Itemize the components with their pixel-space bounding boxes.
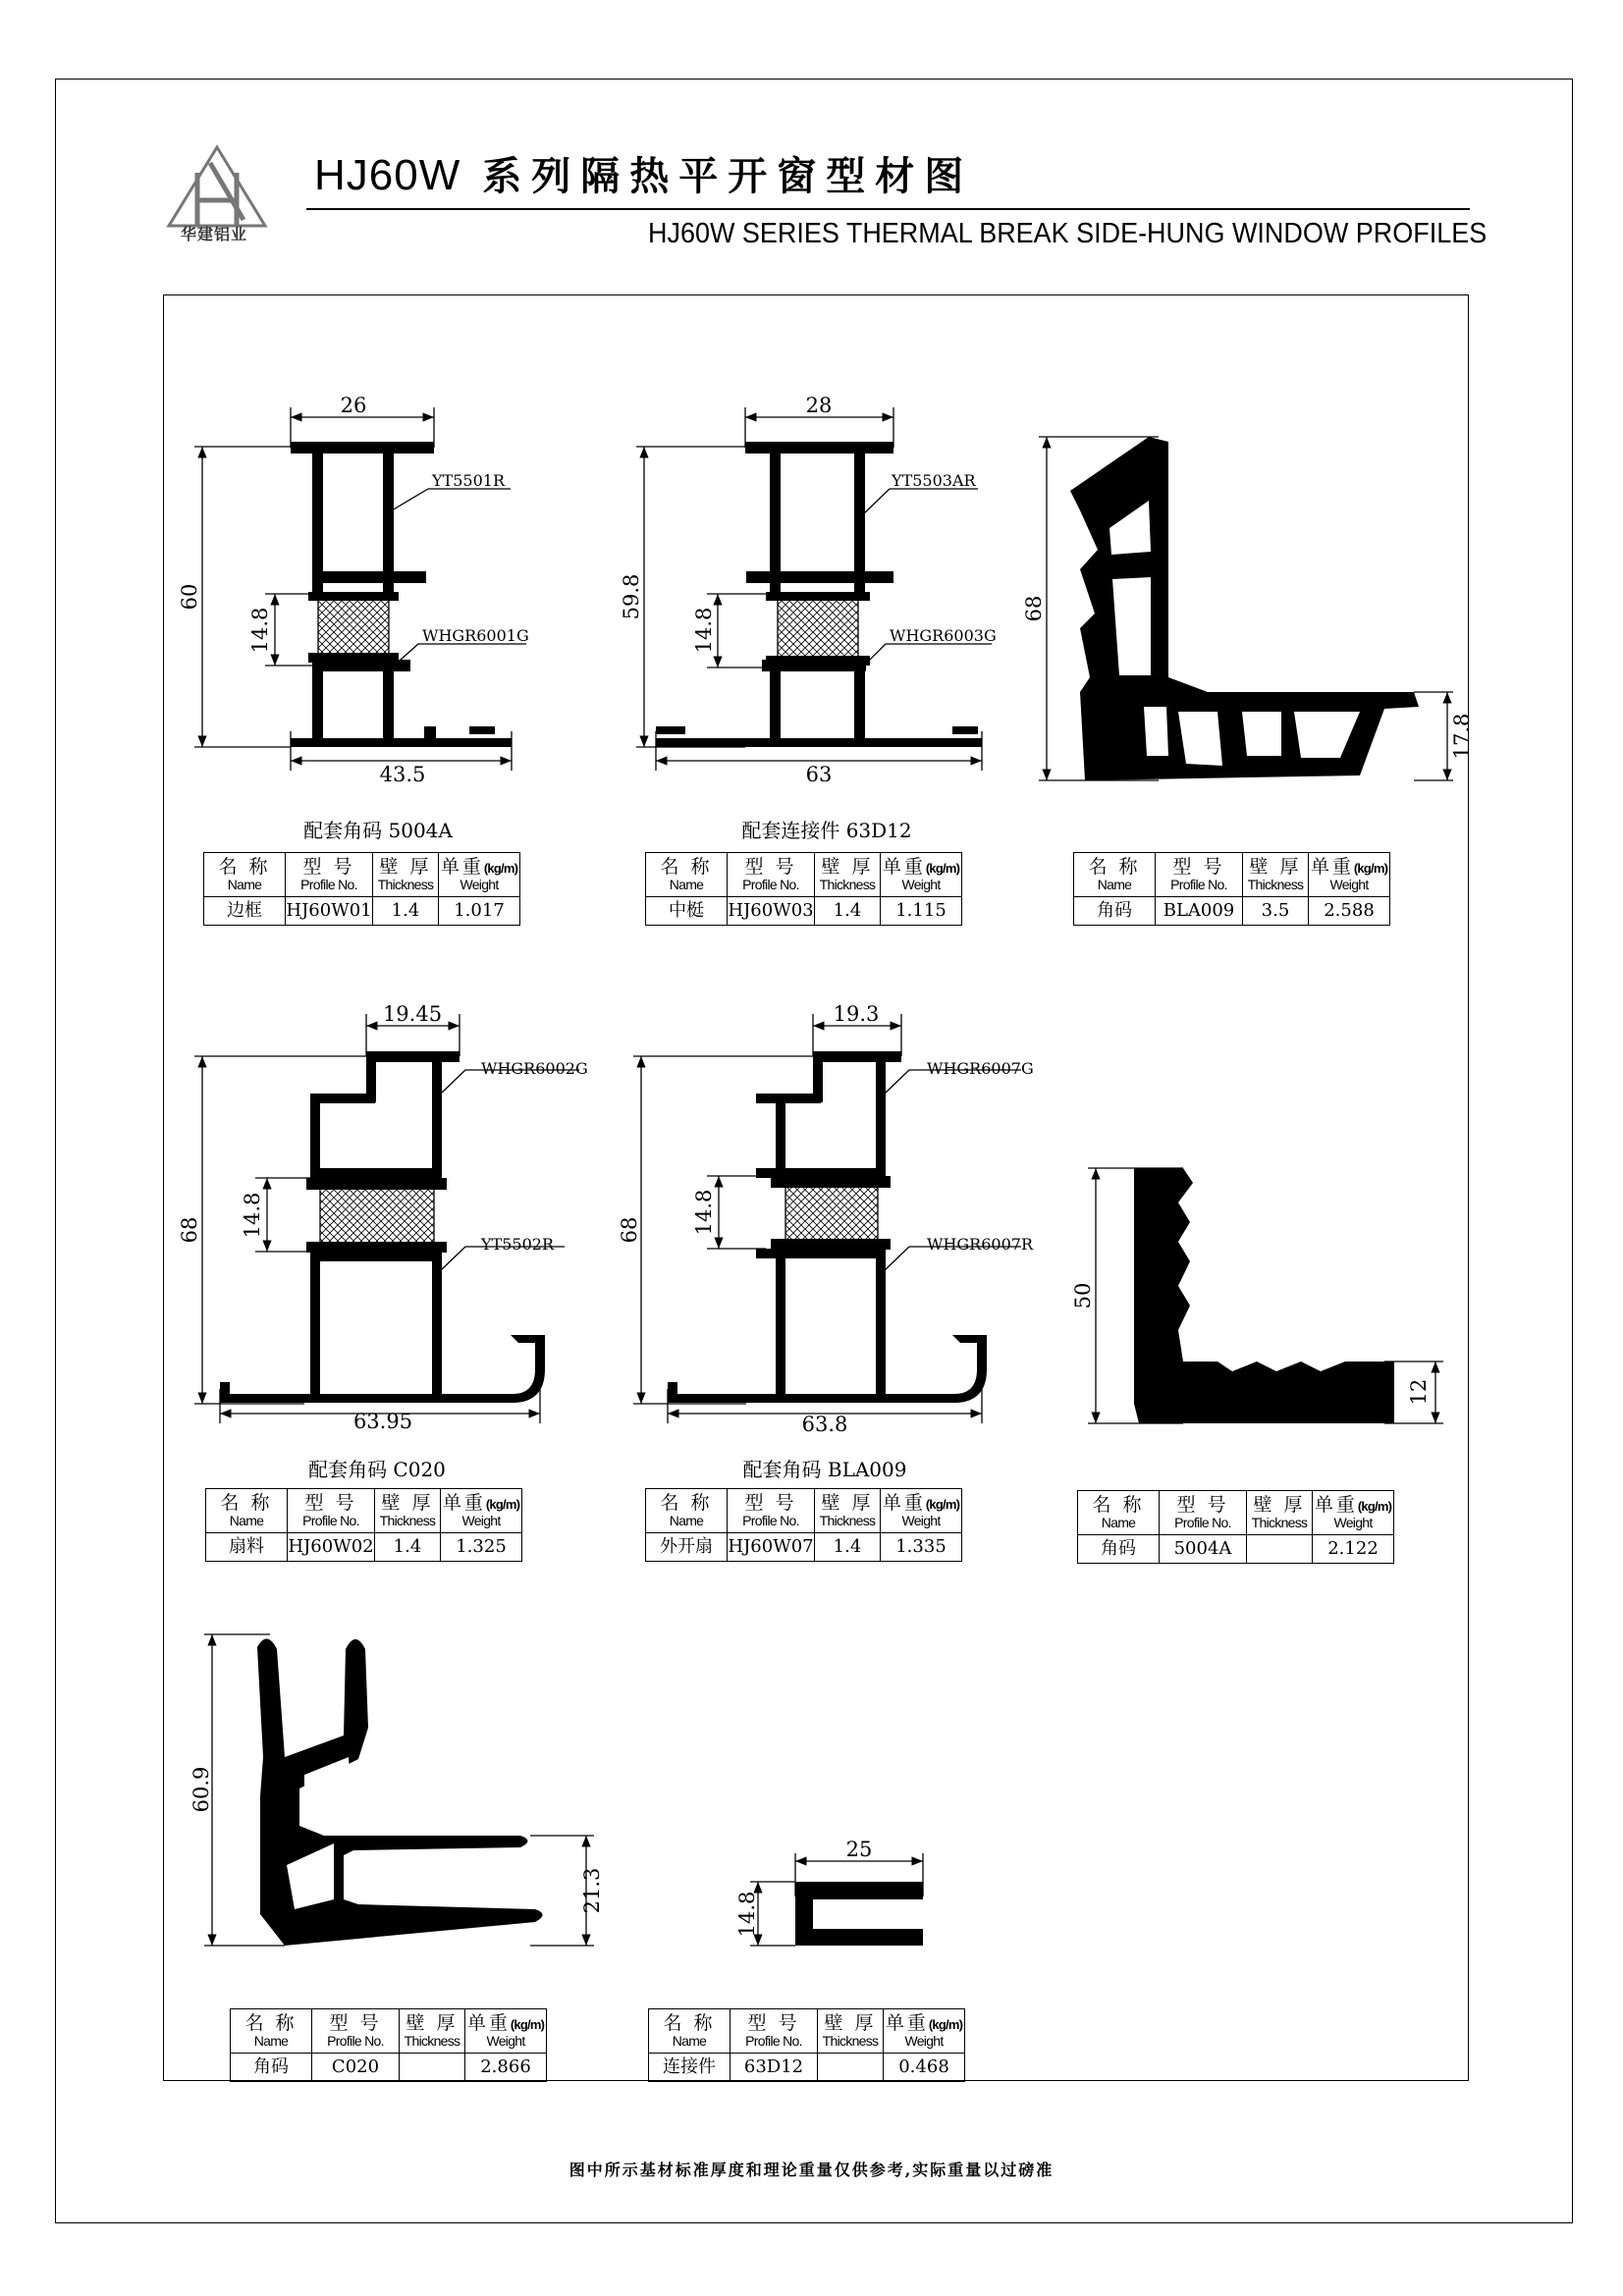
label-text	[1309, 855, 1389, 878]
thickness-cell	[1247, 1535, 1313, 1564]
label-text: Weight	[461, 1512, 501, 1528]
part-yt5501r: YT5501R	[432, 471, 505, 490]
label-text	[881, 855, 961, 878]
label-text: Thickness	[822, 2032, 879, 2049]
label-text: Name	[227, 876, 262, 892]
weight-cell: 1.017	[439, 897, 520, 926]
label-text: Thickness	[1251, 1514, 1308, 1530]
caption-p5: 配套角码 BLA009	[742, 1458, 907, 1481]
name-cell: 角码	[1078, 1535, 1160, 1564]
table-cell	[728, 853, 815, 897]
label-text: 型 号	[744, 1491, 797, 1514]
label-text: 型 号	[1176, 1493, 1229, 1516]
profile-cell: HJ60W07	[728, 1533, 815, 1562]
name-cell: 中梃	[646, 897, 728, 926]
part-whgr6001g: WHGR6001G	[422, 626, 529, 645]
profile-cell: HJ60W01	[286, 897, 373, 926]
label-text: Weight	[901, 876, 941, 892]
caption-p1: 配套角码 5004A	[303, 819, 453, 842]
label-text	[884, 2011, 964, 2034]
table-cell	[815, 853, 881, 897]
label-text: 型 号	[747, 2011, 800, 2034]
label-text: Weight	[904, 2032, 944, 2049]
label-text: 壁 厚	[406, 2011, 459, 2034]
part-whgr6007g: WHGR6007G	[927, 1059, 1034, 1078]
label-text: 名 称	[1092, 1493, 1145, 1516]
label-text: Thickness	[819, 1512, 876, 1528]
label-text: 单重	[440, 855, 484, 878]
dim-p6-leg: 12	[1407, 1378, 1431, 1406]
table-cell	[1156, 853, 1243, 897]
profile-cell: HJ60W03	[728, 897, 815, 926]
profile-hj60w01-drawing	[194, 407, 526, 771]
dim-p7-leg: 21.3	[580, 1867, 604, 1914]
label-text	[439, 855, 519, 878]
profile-cell: HJ60W02	[288, 1533, 375, 1562]
dim-p4-bottom: 63.95	[352, 1410, 413, 1433]
thickness-cell	[818, 2054, 884, 2082]
dim-p2-break: 14.8	[692, 607, 716, 654]
label-text: 型 号	[304, 1491, 357, 1514]
label-text: Name	[1101, 1514, 1136, 1530]
spec-table-hj60w01	[203, 852, 520, 926]
label-text: Profile No.	[300, 876, 357, 892]
table-cell	[286, 853, 373, 897]
profile-cell: C020	[312, 2054, 400, 2082]
thickness-cell: 3.5	[1243, 897, 1309, 926]
table-cell	[206, 1489, 288, 1533]
table-cell	[1078, 1491, 1160, 1535]
label-text: Name	[669, 1512, 704, 1528]
label-text: 单重	[882, 855, 926, 878]
table-cell	[881, 853, 962, 897]
table-cell	[646, 853, 728, 897]
label-text: 名 称	[218, 855, 271, 878]
label-text: 壁 厚	[1253, 1493, 1306, 1516]
dim-p3-leg: 17.8	[1450, 713, 1474, 760]
part-whgr6003g: WHGR6003G	[890, 626, 997, 645]
label-text: Weight	[901, 1512, 941, 1528]
table-cell	[400, 2009, 465, 2054]
label-text: Name	[253, 2032, 289, 2049]
label-text: Profile No.	[302, 1512, 359, 1528]
label-text: 型 号	[302, 855, 355, 878]
dim-p1-height: 60	[178, 583, 201, 611]
table-cell	[373, 853, 439, 897]
dim-p1-break: 14.8	[248, 607, 272, 654]
profile-c020-drawing	[204, 1634, 594, 1946]
name-cell: 扇料	[206, 1533, 288, 1562]
table-cell	[439, 853, 520, 897]
profile-5004a-drawing	[1088, 1168, 1443, 1423]
label-text: Thickness	[404, 2032, 460, 2049]
table-cell	[1160, 1491, 1247, 1535]
label-text: Profile No.	[742, 1512, 799, 1528]
label-text: (kg/m)	[483, 860, 518, 876]
logo-text: 华建铝业	[180, 225, 247, 243]
spec-table-63d12	[648, 2008, 965, 2082]
label-text: 名 称	[660, 855, 713, 878]
profile-cell: BLA009	[1156, 897, 1243, 926]
weight-cell: 2.588	[1309, 897, 1390, 926]
profile-hj60w03-drawing	[636, 407, 992, 771]
dim-p1-bottom: 43.5	[379, 763, 426, 786]
table-cell	[1309, 853, 1390, 897]
spec-table-hj60w07	[645, 1488, 962, 1562]
profile-bla009-drawing	[1039, 437, 1453, 780]
label-text	[881, 1491, 961, 1514]
weight-cell: 0.468	[884, 2054, 965, 2082]
table-cell	[1074, 853, 1156, 897]
label-text: 型 号	[329, 2011, 382, 2034]
table-cell	[465, 2009, 547, 2054]
label-text: 壁 厚	[824, 2011, 877, 2034]
thickness-cell	[400, 2054, 465, 2082]
dim-p4-break: 14.8	[241, 1192, 264, 1239]
spec-table-c020	[230, 2008, 547, 2082]
label-text: Name	[1097, 876, 1132, 892]
dim-p2-top: 28	[805, 394, 833, 417]
dim-p5-top: 19.3	[833, 1002, 880, 1026]
dim-p6-height: 50	[1071, 1282, 1095, 1309]
name-cell: 边框	[204, 897, 286, 926]
dim-p5-height: 68	[618, 1216, 641, 1244]
title-en: HJ60W SERIES THERMAL BREAK SIDE-HUNG WINDOW PROFILES	[648, 218, 1488, 249]
label-text: 单重	[442, 1491, 486, 1514]
label-text: (kg/m)	[925, 1496, 960, 1512]
part-whgr6002g: WHGR6002G	[481, 1059, 588, 1078]
model-code: HJ60W	[314, 151, 461, 199]
label-text: (kg/m)	[928, 2016, 963, 2032]
table-cell	[312, 2009, 400, 2054]
thickness-cell: 1.4	[815, 1533, 881, 1562]
name-cell: 连接件	[649, 2054, 730, 2082]
label-text: Name	[229, 1512, 264, 1528]
dim-p5-bottom: 63.8	[801, 1413, 848, 1436]
caption-p4: 配套角码 C020	[308, 1458, 446, 1481]
spec-table-hj60w02	[205, 1488, 522, 1562]
table-cell	[1247, 1491, 1313, 1535]
weight-cell: 1.335	[881, 1533, 962, 1562]
profile-cell: 63D12	[730, 2054, 818, 2082]
label-text: (kg/m)	[1357, 1498, 1392, 1514]
table-cell	[1313, 1491, 1394, 1535]
label-text: 壁 厚	[821, 855, 874, 878]
label-text: 单重	[882, 1491, 926, 1514]
label-text: 壁 厚	[821, 1491, 874, 1514]
label-text: Profile No.	[742, 876, 799, 892]
dim-p8-height: 14.8	[735, 1891, 759, 1938]
spec-table-5004a	[1077, 1490, 1394, 1564]
weight-cell: 1.115	[881, 897, 962, 926]
label-text: Profile No.	[1170, 876, 1227, 892]
label-text: Thickness	[379, 1512, 436, 1528]
table-cell	[728, 1489, 815, 1533]
dim-p8-width: 25	[845, 1838, 873, 1861]
part-yt5502r: YT5502R	[481, 1235, 554, 1254]
label-text: 型 号	[1172, 855, 1225, 878]
table-cell	[288, 1489, 375, 1533]
table-cell	[231, 2009, 312, 2054]
label-text: 名 称	[220, 1491, 273, 1514]
label-text: 名 称	[1088, 855, 1141, 878]
dim-p4-height: 68	[178, 1216, 201, 1244]
dim-p5-break: 14.8	[692, 1189, 716, 1236]
table-cell	[881, 1489, 962, 1533]
spec-table-bla009	[1073, 852, 1390, 926]
label-text: Profile No.	[1174, 1514, 1231, 1530]
label-text: 壁 厚	[1249, 855, 1302, 878]
label-text	[1313, 1493, 1393, 1516]
label-text: 名 称	[663, 2011, 716, 2034]
table-cell	[649, 2009, 730, 2054]
label-text: Profile No.	[745, 2032, 802, 2049]
dim-p7-height: 60.9	[189, 1766, 213, 1813]
table-cell	[204, 853, 286, 897]
weight-cell: 1.325	[441, 1533, 522, 1562]
name-cell: 外开扇	[646, 1533, 728, 1562]
table-cell	[441, 1489, 522, 1533]
label-text: Thickness	[1247, 876, 1304, 892]
label-text: Name	[672, 2032, 707, 2049]
label-text: Thickness	[819, 876, 876, 892]
dim-p1-top: 26	[340, 394, 367, 417]
label-text: (kg/m)	[510, 2016, 545, 2032]
caption-p2: 配套连接件 63D12	[741, 819, 912, 842]
table-cell	[884, 2009, 965, 2054]
label-text: 名 称	[660, 1491, 713, 1514]
label-text: Thickness	[377, 876, 434, 892]
label-text: 壁 厚	[379, 855, 432, 878]
label-text: Weight	[1329, 876, 1369, 892]
label-text: Weight	[1333, 1514, 1373, 1530]
label-text: 单重	[1314, 1493, 1358, 1516]
table-cell	[375, 1489, 441, 1533]
weight-cell: 2.866	[465, 2054, 547, 2082]
table-cell	[815, 1489, 881, 1533]
spec-table-hj60w03	[645, 852, 962, 926]
label-text: Profile No.	[327, 2032, 384, 2049]
dim-p2-bottom: 63	[805, 763, 833, 786]
label-text: 单重	[885, 2011, 929, 2034]
label-text: (kg/m)	[1353, 860, 1388, 876]
label-text	[465, 2011, 546, 2034]
label-text: 单重	[466, 2011, 511, 2034]
thickness-cell: 1.4	[815, 897, 881, 926]
title-cn: 系列隔热平开窗型材图	[482, 153, 974, 199]
dim-p2-height: 59.8	[620, 573, 643, 620]
footnote: 图中所示基材标准厚度和理论重量仅供参考,实际重量以过磅准	[568, 2161, 1055, 2179]
dim-p3-height: 68	[1022, 595, 1046, 622]
label-text: Weight	[460, 876, 499, 892]
table-cell	[1243, 853, 1309, 897]
label-text: 型 号	[744, 855, 797, 878]
profile-63d12-drawing	[750, 1853, 923, 1946]
label-text: 名 称	[244, 2011, 298, 2034]
label-text: (kg/m)	[485, 1496, 520, 1512]
part-whgr6007r: WHGR6007R	[927, 1235, 1033, 1254]
label-text: (kg/m)	[925, 860, 960, 876]
thickness-cell: 1.4	[375, 1533, 441, 1562]
table-cell	[818, 2009, 884, 2054]
name-cell: 角码	[231, 2054, 312, 2082]
label-text: Weight	[486, 2032, 525, 2049]
part-yt5503ar: YT5503AR	[892, 471, 976, 490]
profile-cell: 5004A	[1160, 1535, 1247, 1564]
table-cell	[646, 1489, 728, 1533]
thickness-cell: 1.4	[373, 897, 439, 926]
label-text: 单重	[1310, 855, 1354, 878]
label-text: 壁 厚	[381, 1491, 434, 1514]
label-text	[441, 1491, 521, 1514]
name-cell: 角码	[1074, 897, 1156, 926]
weight-cell: 2.122	[1313, 1535, 1394, 1564]
table-cell	[730, 2009, 818, 2054]
dim-p4-top: 19.45	[382, 1002, 443, 1026]
label-text: Name	[669, 876, 704, 892]
